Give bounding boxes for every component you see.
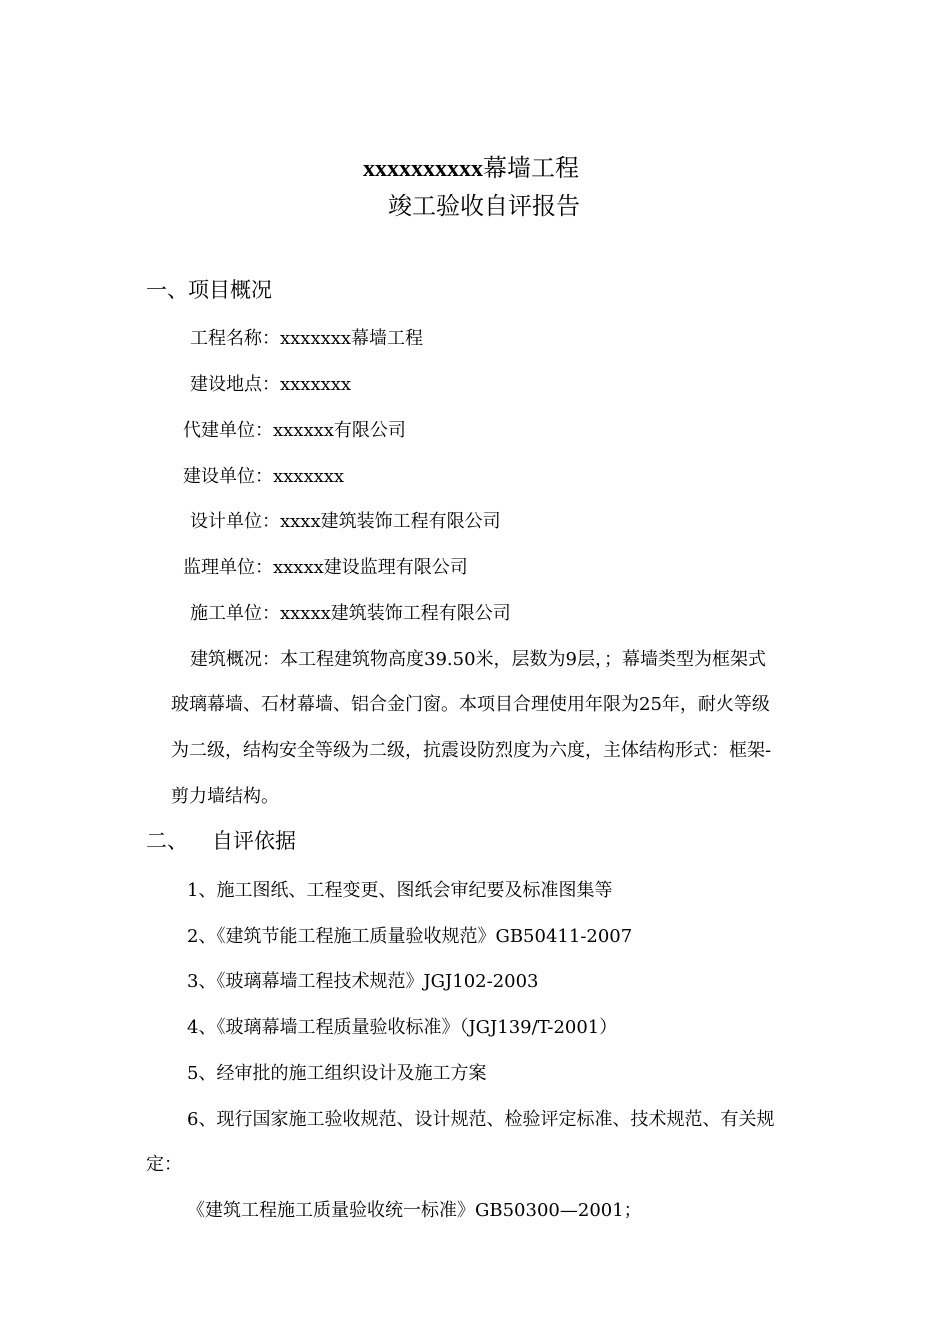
field-contractor: 施工单位：xxxxx建筑装饰工程有限公司 (190, 603, 511, 624)
document-subtitle: 竣工验收自评报告 (388, 192, 580, 220)
section-heading-basis: 自评依据 (212, 829, 296, 853)
basis-item-continuation: 定： (146, 1154, 182, 1175)
overview-line: 玻璃幕墙、石材幕墙、铝合金门窗。本项目合理使用年限为25年，耐火等级 (171, 694, 770, 715)
field-designer: 设计单位：xxxx建筑装饰工程有限公司 (190, 511, 501, 532)
field-location: 建设地点：xxxxxxx (190, 374, 352, 395)
document-title (363, 153, 579, 184)
basis-item: 6、现行国家施工验收规范、设计规范、检验评定标准、技术规范、有关规 (187, 1109, 775, 1130)
field-project-name: 工程名称：xxxxxxx幕墙工程 (190, 328, 424, 349)
basis-item: 1、施工图纸、工程变更、图纸会审纪要及标准图集等 (187, 880, 613, 901)
project-name-placeholder: xxxxxxxxxx (363, 156, 483, 182)
field-agent-builder: 代建单位：xxxxxx有限公司 (183, 420, 406, 441)
basis-item: 2、《建筑节能工程施工质量验收规范》GB50411-2007 (187, 926, 633, 947)
basis-item: 4、《玻璃幕墙工程质量验收标准》（JGJ139/T-2001） (187, 1017, 618, 1038)
section-heading-overview: 一、项目概况 (146, 278, 272, 302)
title-suffix: 幕墙工程 (483, 154, 579, 182)
basis-item: 5、经审批的施工组织设计及施工方案 (187, 1063, 487, 1084)
basis-item: 3、《玻璃幕墙工程技术规范》JGJ102-2003 (187, 971, 539, 992)
overview-line: 为二级，结构安全等级为二级，抗震设防烈度为六度，主体结构形式：框架- (171, 740, 772, 761)
field-supervisor: 监理单位：xxxxx建设监理有限公司 (183, 557, 468, 578)
field-owner: 建设单位：xxxxxxx (183, 466, 345, 487)
section-heading-basis-number: 二、 (146, 829, 188, 853)
basis-standard: 《建筑工程施工质量验收统一标准》GB50300—2001； (187, 1200, 642, 1221)
overview-line: 建筑概况：本工程建筑物高度39.50米，层数为9层，；幕墙类型为框架式 (190, 649, 766, 670)
overview-line: 剪力墙结构。 (171, 786, 279, 807)
